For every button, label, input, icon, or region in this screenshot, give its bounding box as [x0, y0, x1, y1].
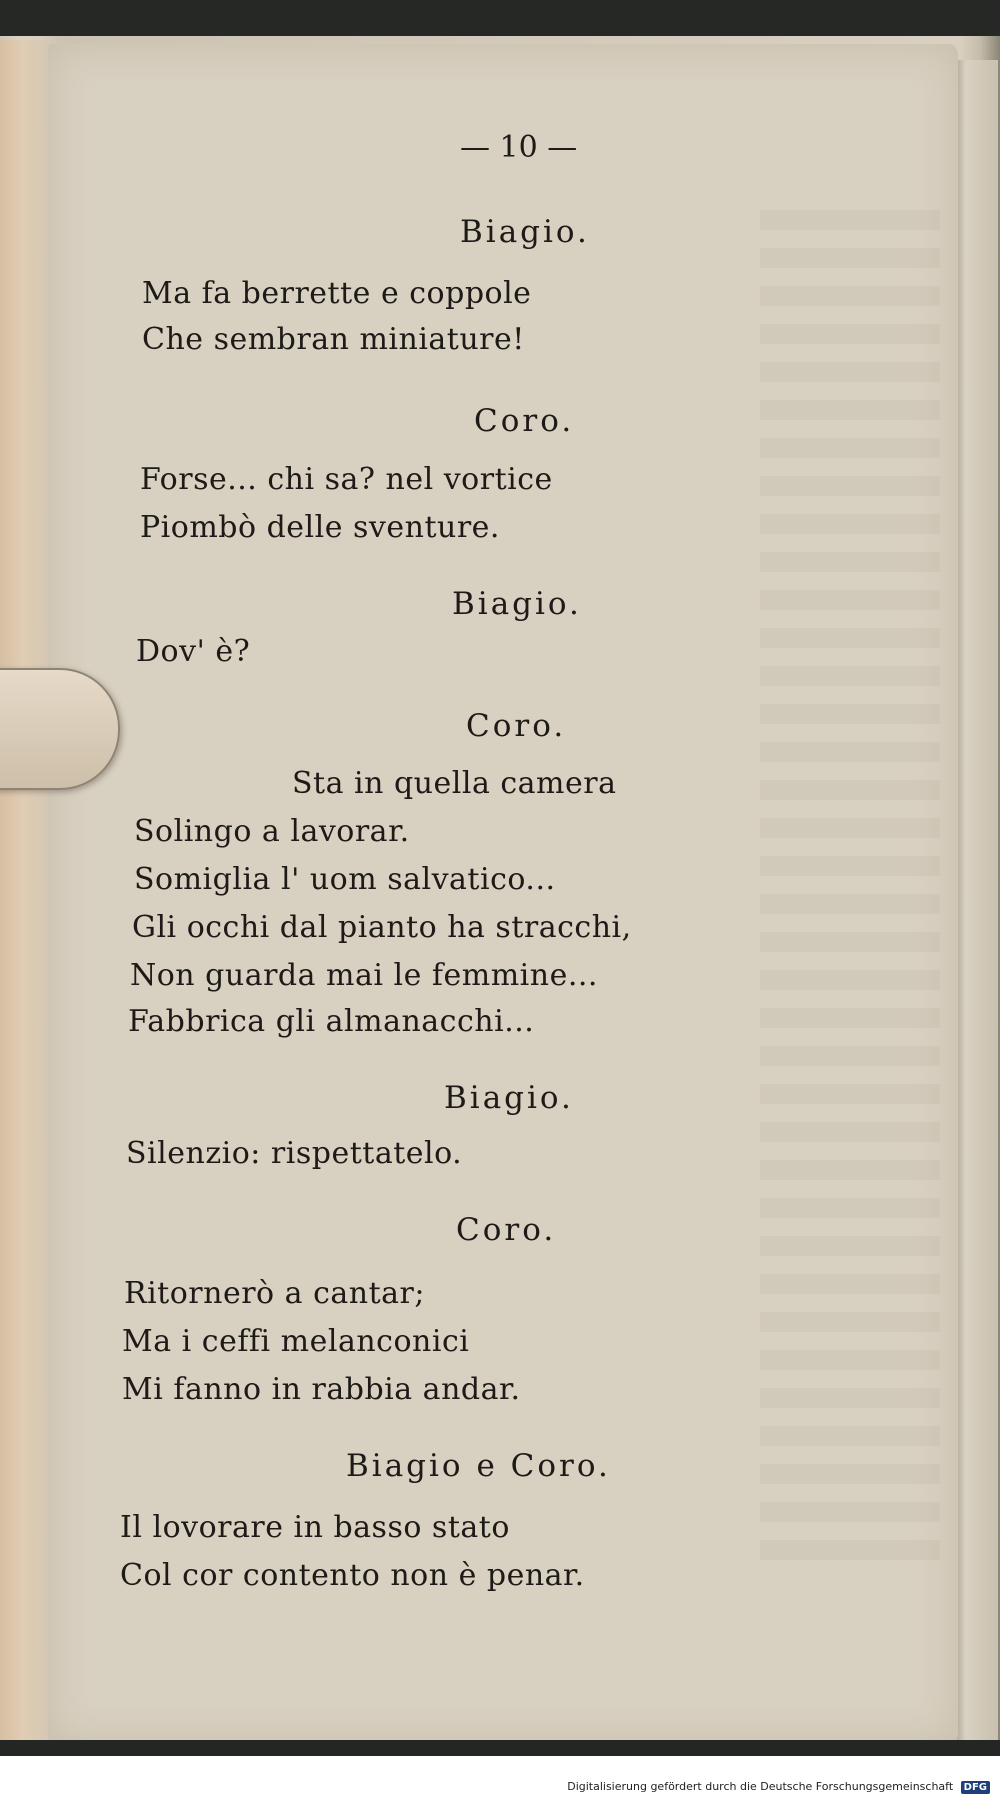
- verse-line: Gli occhi dal pianto ha stracchi,: [132, 910, 632, 945]
- page-stack-right-edge: [952, 60, 998, 1760]
- show-through-text: [760, 210, 940, 1570]
- speaker-label: Biagio.: [444, 1080, 574, 1116]
- verse-line: Somiglia l' uom salvatico...: [134, 862, 556, 897]
- dfg-logo: DFG: [961, 1781, 990, 1794]
- verse-line: Forse... chi sa? nel vortice: [140, 462, 553, 497]
- speaker-label: Biagio.: [452, 586, 582, 622]
- verse-line: Dov' è?: [136, 634, 251, 669]
- page-number: — 10 —: [460, 130, 578, 165]
- verse-line: Piombò delle sventure.: [140, 510, 500, 545]
- credit-text: Digitalisierung gefördert durch die Deutsche Forschungsgemeinschaft: [567, 1780, 954, 1793]
- verse-line: Ma fa berrette e coppole: [142, 276, 532, 311]
- speaker-label: Biagio e Coro.: [346, 1448, 611, 1484]
- speaker-label: Coro.: [474, 403, 575, 439]
- verse-line: Solingo a lavorar.: [134, 814, 410, 849]
- verse-line: Che sembran miniature!: [142, 322, 525, 357]
- verse-line: Mi fanno in rabbia andar.: [122, 1372, 521, 1407]
- scan-top-border: [0, 0, 1000, 40]
- speaker-label: Coro.: [456, 1212, 557, 1248]
- verse-line: Il lovorare in basso stato: [120, 1510, 510, 1545]
- verse-line: Silenzio: rispettatelo.: [126, 1136, 463, 1171]
- speaker-label: Biagio.: [460, 214, 590, 250]
- verse-line: Ma i ceffi melanconici: [122, 1324, 470, 1359]
- verse-line: Sta in quella camera: [292, 766, 617, 801]
- digitization-credit: [567, 1780, 990, 1794]
- speaker-label: Coro.: [466, 708, 567, 744]
- verse-line: Fabbrica gli almanacchi...: [128, 1004, 535, 1039]
- page-tab-marker: [0, 668, 120, 790]
- verse-line: Col cor contento non è penar.: [120, 1558, 585, 1593]
- verse-line: Non guarda mai le femmine...: [130, 958, 598, 993]
- footer-band: [0, 1756, 1000, 1802]
- verse-line: Ritornerò a cantar;: [124, 1276, 425, 1311]
